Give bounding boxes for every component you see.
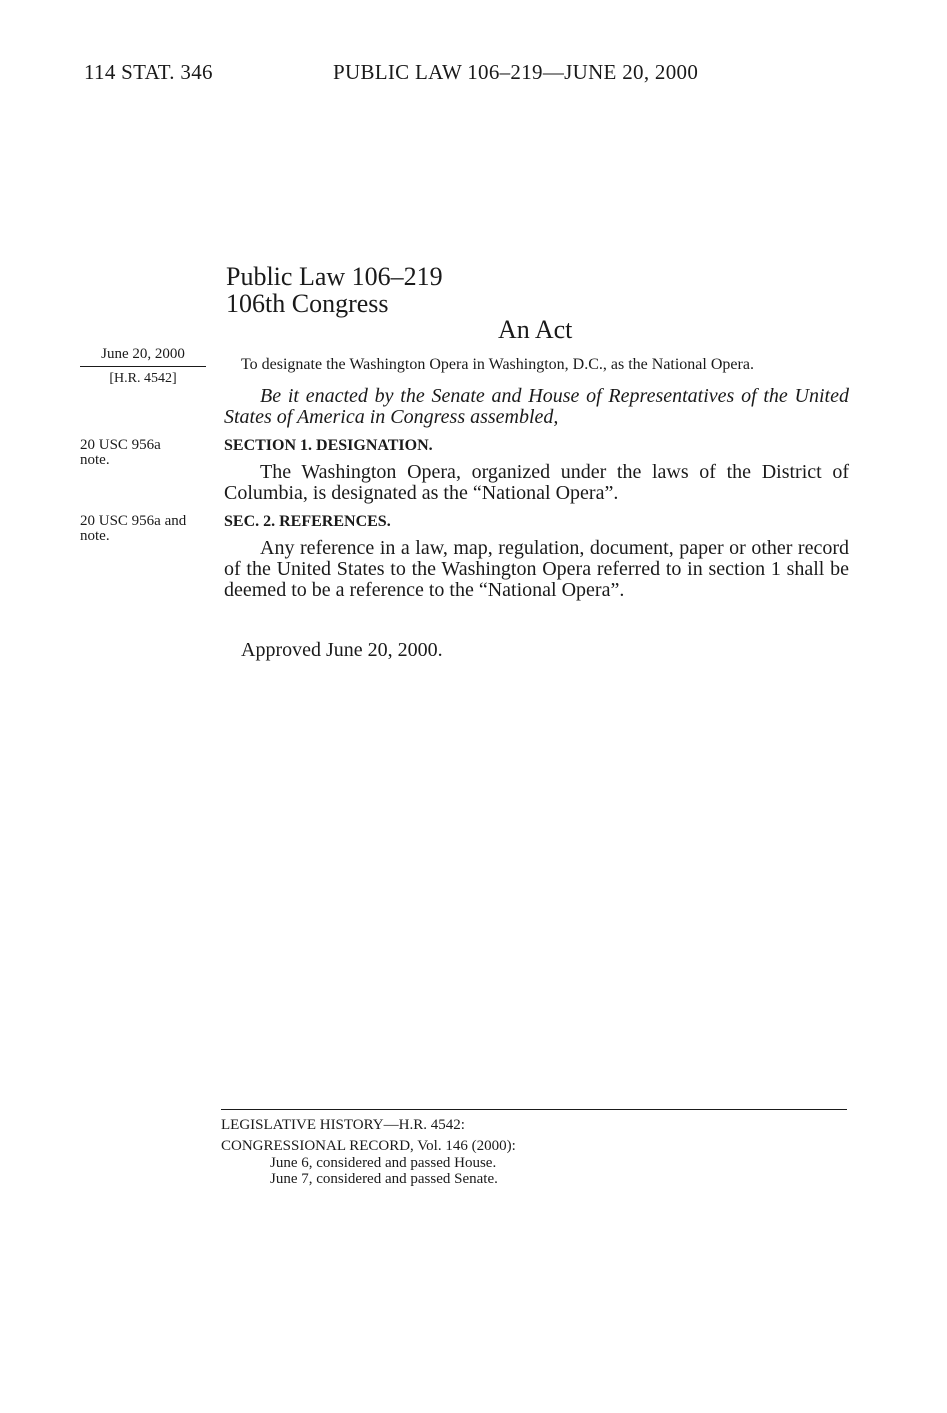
- stat-page-reference: 114 STAT. 346: [84, 60, 213, 84]
- congressional-record: CONGRESSIONAL RECORD, Vol. 146 (2000):: [221, 1138, 516, 1154]
- margin-bill-number: [H.R. 4542]: [109, 371, 177, 386]
- section2-text: Any reference in a law, map, regulation, document, paper or other record of the United States to the Washington Opera referred to in section 1 shall be deemed to be a reference to the “National Opera”.: [224, 537, 849, 601]
- act-heading: An Act: [498, 315, 573, 344]
- margin-date: June 20, 2000: [101, 346, 185, 362]
- running-title: PUBLIC LAW 106–219—JUNE 20, 2000: [333, 60, 699, 84]
- law-number: Public Law 106–219: [226, 262, 443, 291]
- margin-divider: [80, 366, 206, 367]
- legislative-action: June 7, considered and passed Senate.: [270, 1171, 498, 1187]
- legislative-action: June 6, considered and passed House.: [270, 1155, 497, 1171]
- enacting-clause: Be it enacted by the Senate and House of Representatives of the United States of America in Congress assembled,: [224, 385, 849, 428]
- section1-text: The Washington Opera, organized under the laws of the District of Columbia, is designated as the “National Opera”.: [224, 461, 849, 504]
- congress: 106th Congress: [226, 289, 389, 318]
- section1-heading: SECTION 1. DESIGNATION.: [224, 437, 433, 454]
- legislative-history-title: LEGISLATIVE HISTORY—H.R. 4542:: [221, 1117, 465, 1133]
- footnote-divider: [221, 1109, 847, 1110]
- section2-heading: SEC. 2. REFERENCES.: [224, 513, 391, 530]
- margin-note-section2: 20 USC 956a and note.: [80, 513, 187, 544]
- margin-note-section1: 20 USC 956a note.: [80, 437, 161, 468]
- approval-date: Approved June 20, 2000.: [241, 639, 443, 661]
- act-purpose: To designate the Washington Opera in Washington, D.C., as the National Opera.: [241, 356, 754, 373]
